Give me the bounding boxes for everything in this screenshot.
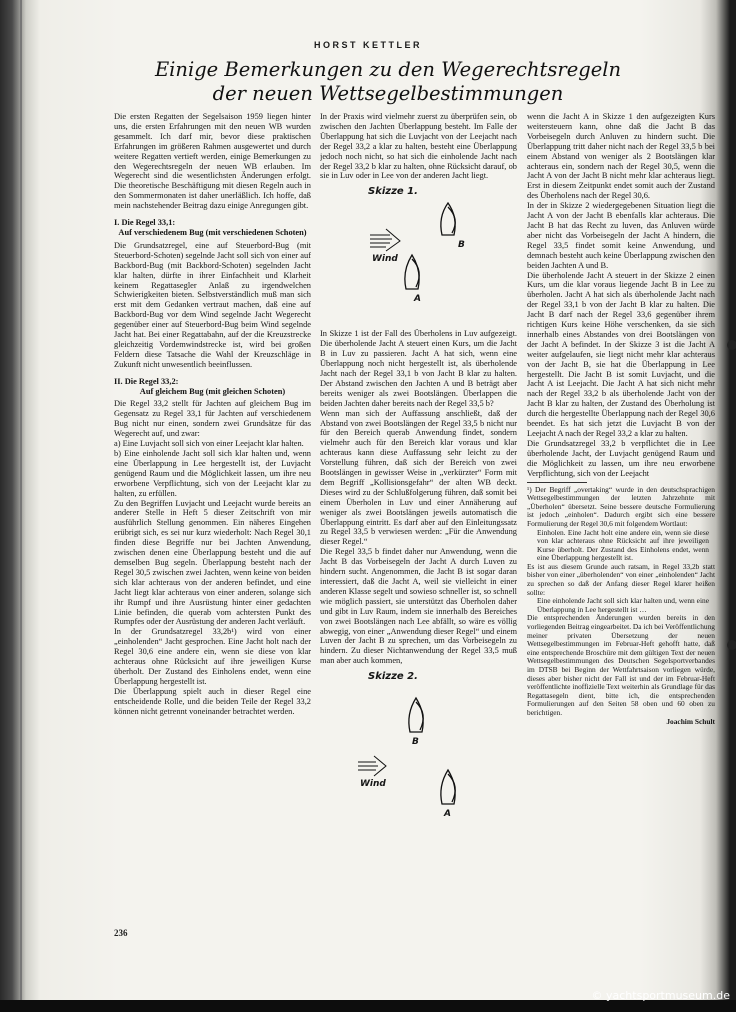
section-1-heading: I. Die Regel 33,1: <box>114 218 176 228</box>
sketch-2-caption: Skizze 2. <box>368 671 418 683</box>
body-paragraph: In der in Skizze 2 wiedergegebenen Situation liegt die Jacht A von der Jacht B ebenfalls klar achteraus. Die Jacht B hat das Recht zu luven, das Anluven würde aber nicht das Vorbeisegeln der Jacht A hindern, die Regel 33,5 findet somit keine Anwendung, und demnach besteht auch keine Überlappung zwischen den beiden Jachten A und B. <box>527 201 715 270</box>
body-paragraph: Die überholende Jacht A steuert in der Skizze 2 einen Kurs, um die klar voraus liegende Jacht B in Lee zu überholen. Jacht A hat sich als überholende Jacht nach der Regel 33,1 b von der Jacht B klar zu halten. Die Jacht B darf nach der Regel 33,6 gegenüber ihrem richtigen Kurs keine Höhe verschenken, da sie sich innerhalb eines Abstandes von drei Bootslängen von der Jacht A befindet. In der Skizze 3 ist die Jacht A weiter aufgelaufen, sie liegt nicht mehr klar achteraus von der Jacht B, sie hat die Überlappung in Lee hergestellt. Die Jacht B ist somit Luvjacht, und die Jacht A ist Leejacht. Die Jacht A hat sich nicht mehr nach der Regel 33,2 b als überholende Jacht von der Jacht B klar zu halten, der Zustand des Überholung ist durch die hergestellte Überlappung nach der Regel 30,6 beendet. Es hat sich jetzt die Luvjacht B von der Leejacht A nach der Regel 33,2 a klar zu halten. <box>527 270 715 438</box>
boat-b-icon <box>409 698 423 732</box>
footnote: Es ist aus diesem Grunde auch ratsam, in Regel 33,2b statt bisher von einer „überholenden“ von einer „einholenden“ Jacht zu sprechen so daß der Anfang dieser Regel klarer heißen sollte: <box>527 561 715 597</box>
rule-item-a: a) Eine Luvjacht soll sich von einer Leejacht klar halten. <box>114 439 304 449</box>
sketch-1-caption: Skizze 1. <box>368 186 418 198</box>
sketch-2-drawing <box>320 670 517 860</box>
section-2-subheading: Auf gleichem Bug (mit gleichen Schoten) <box>139 386 286 396</box>
section-2-paragraph: Zu den Begriffen Luvjacht und Leejacht wurde bereits an anderer Stelle in Heft 5 dieser Zeitschrift von mir ausführlich Stellung genommen. Ein näheres Eingehen erübrigt sich, es sei nur kurz wiederholt: Nach Regel 30,1 finden diese Begriffe nur bei Jachten Anwendung, zwischen denen eine Überlappung besteht und die auf demselben Bug segeln. Überlappung besteht nach der Regel 30,5 zwischen zwei Jachten, wenn keine von beiden sich klar achteraus von der anderen befindet, und eine Jacht liegt klar achteraus von einer anderen, solange sich ihr Rumpf und ihre Ausrüstung hinter einer gedachten Linie befinden, die querab vom achtersten Punkt des Rumpfes oder der Ausrüstung der anderen Jacht verläuft. <box>114 498 311 627</box>
body-paragraph: Die Regel 33,5 b findet daher nur Anwendung, wenn die Jacht B das Vorbeisegeln der Jacht A durch Luven zu hindern sucht. Angenommen, die Jacht B ist sogar daran interessiert, daß die Jacht A, weil sie vielleicht in einer anderen Klasse segelt und sowieso schneller ist, so schnell wie möglich passiert, sie unterstützt das Überholen daher und gibt in Luv Raum, indem sie innerhalb des Bereiches von zwei Bootslängen nach Lee abfällt, so wäre es völlig abwegig, von einer „Anwendung dieser Regel“ und einem Luven der Jacht B zu sprechen, um das Vorbeisegeln zu hindern. Zu dieser Nichtanwendung der Regel 33,5 muß man aber auch kommen, <box>320 547 517 666</box>
sketch-2-figure <box>320 670 517 860</box>
wind-arrow-icon <box>370 229 400 251</box>
footnote: ¹) Der Begriff „overtaking“ wurde in den deutschsprachigen Wettsegelbestimmungen der letzten Jahrzehnte mit „Überholen“ übersetzt. Seine bessere deutsche Formulierung ist jedoch „einholen“. Dadurch ergibt sich eine bessere Formulierung der Regel 30,6 mit folgendem Wortlaut: <box>527 484 715 528</box>
section-1-subheading: Auf verschiedenem Bug (mit verschiedenen Schoten) <box>118 227 307 237</box>
boat-a-icon <box>405 255 419 289</box>
section-2-paragraph: Die Regel 33,2 stellt für Jachten auf gleichem Bug im Gegensatz zu Regel 33,1 für Jachten auf verschiedenem Bug nicht nur einen, sondern zwei Grundsätze für das Wegerecht auf, und zwar: <box>114 399 311 439</box>
wind-arrow-icon <box>358 756 386 776</box>
intro-paragraph: Die ersten Regatten der Segelsaison 1959 liegen hinter uns, die ersten Erfahrungen mit den neuen WB wurden gesammelt. Ich darf mir, bevor diese praktischen Erfahrungen im größeren Rahmen ausgewertet und durch weitere Regatten vertieft werden, einige Bemerkungen zu den Wegerechtsregeln der neuen WB erlauben. Im Wegerecht sind die wesentlichsten Änderungen erfolgt. Die theoretische Beschäftigung mit diesen Regeln auch in den Sommermonaten ist daher unerläßlich. Ich hoffe, daß mein nachstehender Beitrag dazu einige Anregungen gibt. <box>114 112 311 211</box>
title-line-2: der neuen Wettsegelbestimmungen <box>212 82 564 105</box>
section-1-paragraph: Die Grundsatzregel, eine auf Steuerbord-Bug (mit Steuerbord-Schoten) segelnde Jacht soll sich von einer auf Backbord-Bug (mit Backbord-Schoten) segelnden Jacht klar halten, dürfte in ihrer Einfachheit und Klarheit keinem Regattasegler Anlaß zu irgendwelchen Schwierigkeiten bieten. Selbstverständlich muß man sich erst mit dem Gedanken vertraut machen, daß eine auf Backbord-Bug vor dem Wind segelnde Jacht Wegerecht gegenüber einer auf Steuerbord-Bug beim Wind segelnde Jacht hat. Bei einer Regattabahn, auf der die Kreuzstrecke gleichzeitig Vordemwindstrecke ist, wird bei großen Feldern diese Tatsache die Wahl der Kreuzschläge in Zukunft nicht unwesentlich beeinflussen. <box>114 240 311 369</box>
text-column-2 <box>320 112 517 920</box>
wind-label: Wind <box>360 779 386 790</box>
section-2-paragraph: Die Überlappung spielt auch in dieser Regel eine entscheidende Rolle, und die beiden Teile der Regel 33,2 können nicht getrennt voneinander betrachtet werden. <box>114 686 311 716</box>
body-paragraph: wenn die Jacht A in Skizze 1 den aufgezeigten Kurs weitersteuern kann, ohne daß die Jacht B das Vorbeisegeln durch Anluven zu hindern sucht. Die Überlappung tritt daher nicht nach der Regel 33,5 b bei einem Abstand von weniger als 2 Bootslängen klar achteraus ein, sondern nach der Regel 30,5, wenn die Jacht A von der Jacht B nicht mehr klar achteraus liegt. Erst in diesem Zeitpunkt endet somit auch der Zustand des Überholens nach der Regel 30,6. <box>527 112 715 201</box>
body-paragraph: In Skizze 1 ist der Fall des Überholens in Luv aufgezeigt. Die überholende Jacht A steuert einen Kurs, um die Jacht B in Luv zu passieren. Jacht A hat sich, wenn eine Überlappung noch nicht hergestellt ist, als überholende Jacht nach der Regel 33,1 b von Jacht B klar zu halten. Der Abstand zwischen den Jachten A und B beträgt aber bereits weniger als zwei Bootslängen. Überlappen die beiden Jachten daher bereits nach der Regel 33,5 b? <box>320 329 517 408</box>
footnote-divider <box>527 482 587 483</box>
footnote-quote: Einholen. Eine Jacht holt eine andere ein, wenn sie diese von klar achteraus ohne Rücksicht auf ihre jeweiligen Kurse überholt. Der Zustand des Einholens endet, wenn eine Überlappung hergestellt ist. <box>537 527 709 563</box>
body-paragraph: Wenn man sich der Auffassung anschließt, daß der Abstand von zwei Bootslängen der Regel 33,5 b nicht nur für den Bereich querab Anwendung findet, sondern vielmehr auch für den Bereich klar voraus und klar achteraus kann diese Auffassung sehr leicht zu der Vorstellung führen, daß sich der Bereich von zwei Bootslängen in gewisser Weise in „verkürzter“ Form mit dem Begriff „Kollisionsgefahr“ der alten WB deckt. Dieses wird zu der Schlußfolgerung führen, daß somit bei einem Überholen in Luv und einer Annäherung auf weniger als zwei Bootslängen jeweils automatisch die Überlappung eintritt. Es darf aber auf den Einleitungssatz zu Regel 33,5 b verwiesen werden: „Für die Anwendung dieser Regel.“ <box>320 408 517 547</box>
footnote: Die entsprechenden Änderungen wurden bereits in den vorliegenden Beitrag eingearbeitet. Da ich bei Veröffentlichung meiner privaten Übersetzung der neuen Wettsegelbestimmungen im Februar-Heft gehofft hatte, daß eine entsprechende Broschüre mit dem gültigen Text der neuen Wettsegelbestimmungen des Deutschen Segelsportverbandes im DTSB bei Beginn der Wettfahrtsaison vorliegen würde, dieses aber bisher nicht der Fall ist und der im Februar-Heft veröffentlichte inoffizielle Text weiterhin als Grundlage für das Regattasegeln dient, bitte ich, die entsprechenden Formulierungen auf den Seiten 58 oben und 60 oben zu berichtigen. <box>527 613 715 717</box>
boat-b-icon <box>441 203 455 235</box>
boat-a-label: A <box>414 294 421 305</box>
article-title <box>90 58 686 106</box>
copyright-watermark: © yachtsportmuseum.de <box>591 989 730 1002</box>
footnote-signature: Joachim Schult <box>666 716 715 726</box>
sketch-1-figure <box>320 185 517 325</box>
article-author: HORST KETTLER <box>314 40 422 50</box>
page-number: 236 <box>114 928 128 938</box>
body-paragraph: Die Grundsatzregel 33,2 b verpflichtet die in Lee überholende Jacht, der Luvjacht genügend Raum und die Möglichkeit zu lassen, um ihre neu erworbene Verpflichtung, sich von der Leejacht <box>527 438 715 478</box>
text-column-3 <box>527 112 715 920</box>
boat-a-label: A <box>444 809 451 820</box>
text-column-1 <box>114 112 311 920</box>
footnote-quote: Eine einholende Jacht soll sich klar halten und, wenn eine Überlappung in Lee hergestellt ist … <box>537 596 709 614</box>
boat-a-icon <box>441 770 455 804</box>
rule-item-b: b) Eine einholende Jacht soll sich klar halten und, wenn eine Überlappung in Lee hergestellt ist, der Luvjacht genügend Raum und die Möglichkeit lassen, um ihre neu erworbene Verpflichtung, sich von der Leejacht klar zu halten, zu erfüllen. <box>114 449 311 498</box>
section-2-heading: II. Die Regel 33,2: <box>114 376 179 386</box>
body-paragraph: In der Praxis wird vielmehr zuerst zu überprüfen sein, ob zwischen den Jachten Überlappung besteht. Im Falle der Überlappung hat sich die Luvjacht von der Leejacht nach der Regel 33,2 a klar zu halten, besteht eine Überlappung jedoch noch nicht, so hat sich die einholende Jacht nach der Regel 33,2 b klar zu halten, ohne Rücksicht darauf, ob sie in Luv oder in Lee von der anderen Jacht liegt. <box>320 112 517 181</box>
boat-b-label: B <box>412 737 419 748</box>
section-2-paragraph: In der Grundsatzregel 33,2b¹) wird von einer „einholenden“ Jacht gesprochen. Eine Jacht holt nach der Regel 30,6 eine andere ein, wenn sie diese von klar achteraus ohne Rücksicht auf ihre jeweiligen Kurse überholt. Der Zustand des Einholens endet, wenn eine Überlappung hergestellt ist. <box>114 627 311 686</box>
title-line-1: Einige Bemerkungen zu den Wegerechtsregeln <box>154 58 622 81</box>
wind-label: Wind <box>372 254 398 265</box>
boat-b-label: B <box>458 240 465 251</box>
